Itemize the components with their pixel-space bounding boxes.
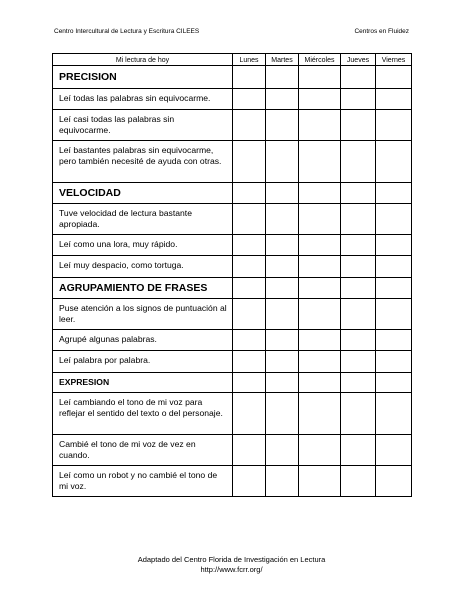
criterion-label: Leí bastantes palabras sin equivocarme, pero también necesité de ayuda con otras.	[53, 141, 233, 183]
check-cell-wednesday[interactable]	[299, 141, 341, 183]
check-cell-tuesday[interactable]	[266, 235, 299, 256]
check-cell-tuesday[interactable]	[266, 278, 299, 299]
footer-url: http://www.fcrr.org/	[200, 565, 263, 574]
check-cell-tuesday[interactable]	[266, 204, 299, 235]
check-cell-wednesday[interactable]	[299, 393, 341, 435]
check-cell-friday[interactable]	[376, 256, 412, 278]
header-left-title: Centro Intercultural de Lectura y Escritura CILEES	[54, 28, 200, 35]
check-cell-monday[interactable]	[233, 66, 266, 89]
section-row	[53, 278, 412, 299]
check-cell-wednesday[interactable]	[299, 256, 341, 278]
check-cell-friday[interactable]	[376, 66, 412, 89]
check-cell-thursday[interactable]	[341, 183, 376, 204]
column-header-wednesday: Miércoles	[299, 54, 341, 66]
check-cell-wednesday[interactable]	[299, 183, 341, 204]
check-cell-wednesday[interactable]	[299, 299, 341, 330]
check-cell-tuesday[interactable]	[266, 373, 299, 393]
check-cell-tuesday[interactable]	[266, 466, 299, 497]
check-cell-friday[interactable]	[376, 110, 412, 141]
check-cell-thursday[interactable]	[341, 330, 376, 351]
criterion-label: Agrupé algunas palabras.	[53, 330, 233, 351]
check-cell-thursday[interactable]	[341, 204, 376, 235]
criterion-label: Cambié el tono de mi voz de vez en cuando.	[53, 435, 233, 466]
header-right-title: Centros en Fluidez	[354, 28, 409, 35]
check-cell-monday[interactable]	[233, 435, 266, 466]
footer-credit: Adaptado del Centro Florida de Investigación en Lectura	[137, 555, 326, 564]
section-row	[53, 373, 412, 393]
check-cell-thursday[interactable]	[341, 351, 376, 373]
section-row	[53, 66, 412, 89]
check-cell-monday[interactable]	[233, 466, 266, 497]
check-cell-monday[interactable]	[233, 278, 266, 299]
table-row	[53, 466, 412, 497]
check-cell-monday[interactable]	[233, 204, 266, 235]
section-title: AGRUPAMIENTO DE FRASES	[53, 278, 233, 299]
table-row	[53, 89, 412, 110]
check-cell-friday[interactable]	[376, 373, 412, 393]
check-cell-friday[interactable]	[376, 351, 412, 373]
check-cell-thursday[interactable]	[341, 110, 376, 141]
table-header-row	[53, 54, 412, 66]
check-cell-monday[interactable]	[233, 351, 266, 373]
column-header-friday: Viernes	[376, 54, 412, 66]
check-cell-monday[interactable]	[233, 373, 266, 393]
check-cell-thursday[interactable]	[341, 141, 376, 183]
footer	[0, 555, 463, 575]
check-cell-tuesday[interactable]	[266, 256, 299, 278]
check-cell-friday[interactable]	[376, 204, 412, 235]
check-cell-wednesday[interactable]	[299, 278, 341, 299]
criterion-label: Leí palabra por palabra.	[53, 351, 233, 373]
check-cell-friday[interactable]	[376, 330, 412, 351]
check-cell-wednesday[interactable]	[299, 435, 341, 466]
criterion-label: Leí como un robot y no cambié el tono de mi voz.	[53, 466, 233, 497]
check-cell-wednesday[interactable]	[299, 89, 341, 110]
check-cell-tuesday[interactable]	[266, 183, 299, 204]
check-cell-thursday[interactable]	[341, 393, 376, 435]
check-cell-monday[interactable]	[233, 299, 266, 330]
check-cell-tuesday[interactable]	[266, 110, 299, 141]
check-cell-tuesday[interactable]	[266, 299, 299, 330]
column-header-monday: Lunes	[233, 54, 266, 66]
check-cell-monday[interactable]	[233, 393, 266, 435]
check-cell-tuesday[interactable]	[266, 330, 299, 351]
column-header-tuesday: Martes	[266, 54, 299, 66]
check-cell-tuesday[interactable]	[266, 141, 299, 183]
check-cell-monday[interactable]	[233, 235, 266, 256]
table-row	[53, 204, 412, 235]
check-cell-tuesday[interactable]	[266, 351, 299, 373]
check-cell-thursday[interactable]	[341, 89, 376, 110]
column-header-reading: Mi lectura de hoy	[53, 54, 233, 66]
criterion-label: Tuve velocidad de lectura bastante apropiada.	[53, 204, 233, 235]
criterion-label: Leí todas las palabras sin equivocarme.	[53, 89, 233, 110]
table-row	[53, 256, 412, 278]
table-row	[53, 110, 412, 141]
check-cell-monday[interactable]	[233, 141, 266, 183]
criterion-label: Leí como una lora, muy rápido.	[53, 235, 233, 256]
check-cell-tuesday[interactable]	[266, 66, 299, 89]
section-title: PRECISION	[53, 66, 233, 89]
check-cell-monday[interactable]	[233, 110, 266, 141]
check-cell-wednesday[interactable]	[299, 466, 341, 497]
section-row	[53, 183, 412, 204]
check-cell-thursday[interactable]	[341, 66, 376, 89]
check-cell-friday[interactable]	[376, 89, 412, 110]
check-cell-wednesday[interactable]	[299, 235, 341, 256]
table-row	[53, 235, 412, 256]
check-cell-tuesday[interactable]	[266, 89, 299, 110]
check-cell-monday[interactable]	[233, 256, 266, 278]
table-row	[53, 299, 412, 330]
table-row	[53, 435, 412, 466]
check-cell-wednesday[interactable]	[299, 110, 341, 141]
check-cell-thursday[interactable]	[341, 435, 376, 466]
check-cell-friday[interactable]	[376, 299, 412, 330]
check-cell-thursday[interactable]	[341, 278, 376, 299]
check-cell-thursday[interactable]	[341, 299, 376, 330]
check-cell-thursday[interactable]	[341, 466, 376, 497]
check-cell-friday[interactable]	[376, 466, 412, 497]
table-row	[53, 393, 412, 435]
check-cell-friday[interactable]	[376, 183, 412, 204]
table-row	[53, 141, 412, 183]
check-cell-monday[interactable]	[233, 330, 266, 351]
check-cell-wednesday[interactable]	[299, 330, 341, 351]
criterion-label: Leí cambiando el tono de mi voz para reflejar el sentido del texto o del personaje.	[53, 393, 233, 435]
check-cell-friday[interactable]	[376, 235, 412, 256]
table-row	[53, 351, 412, 373]
criterion-label: Leí casi todas las palabras sin equivocarme.	[53, 110, 233, 141]
check-cell-thursday[interactable]	[341, 373, 376, 393]
check-cell-thursday[interactable]	[341, 256, 376, 278]
section-title: VELOCIDAD	[53, 183, 233, 204]
reading-log-table	[52, 53, 412, 497]
check-cell-friday[interactable]	[376, 141, 412, 183]
check-cell-monday[interactable]	[233, 89, 266, 110]
criterion-label: Leí muy despacio, como tortuga.	[53, 256, 233, 278]
section-title: EXPRESION	[53, 373, 233, 393]
column-header-thursday: Jueves	[341, 54, 376, 66]
criterion-label: Puse atención a los signos de puntuación al leer.	[53, 299, 233, 330]
check-cell-wednesday[interactable]	[299, 351, 341, 373]
check-cell-friday[interactable]	[376, 435, 412, 466]
check-cell-tuesday[interactable]	[266, 393, 299, 435]
check-cell-thursday[interactable]	[341, 235, 376, 256]
check-cell-tuesday[interactable]	[266, 435, 299, 466]
check-cell-wednesday[interactable]	[299, 204, 341, 235]
table-row	[53, 330, 412, 351]
check-cell-monday[interactable]	[233, 183, 266, 204]
check-cell-wednesday[interactable]	[299, 66, 341, 89]
check-cell-wednesday[interactable]	[299, 373, 341, 393]
check-cell-friday[interactable]	[376, 278, 412, 299]
check-cell-friday[interactable]	[376, 393, 412, 435]
